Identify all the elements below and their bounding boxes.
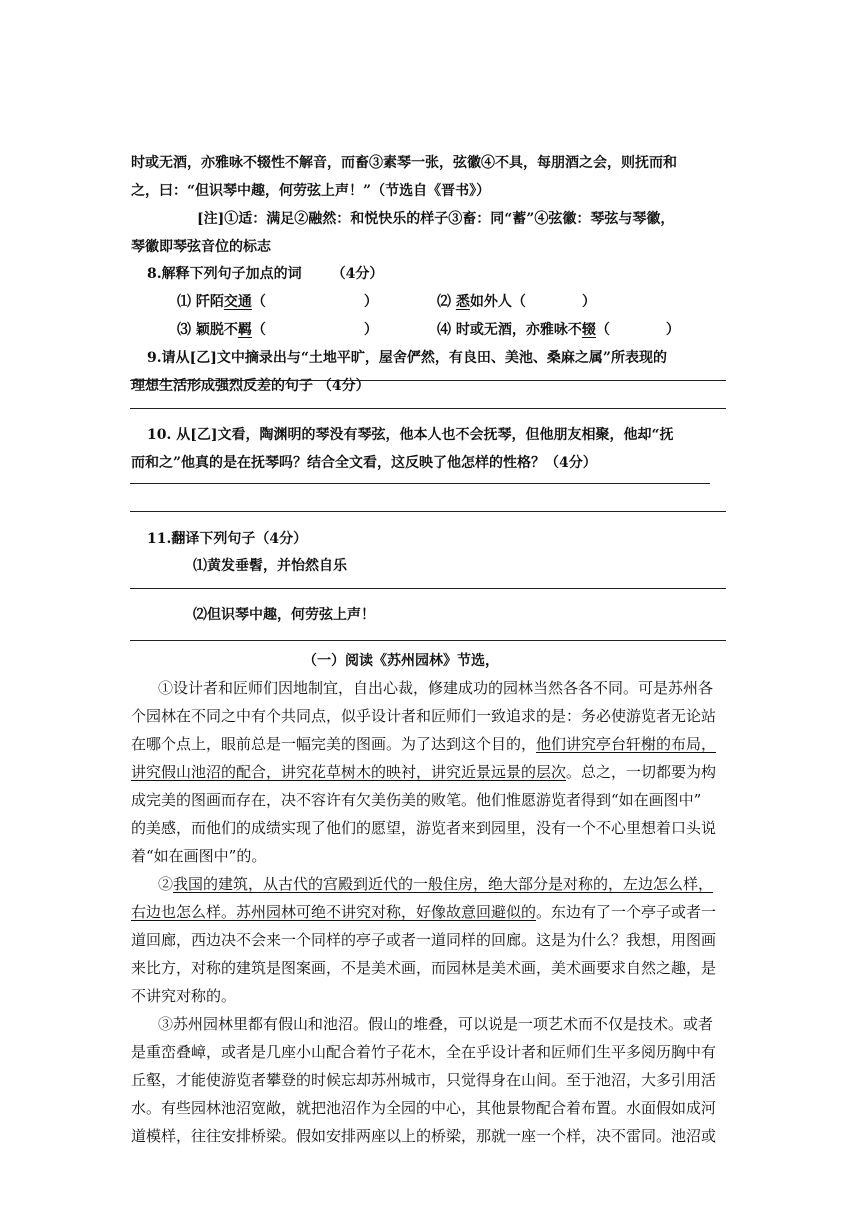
- answer-line[interactable]: [130, 408, 726, 409]
- passage-line: 时或无酒，亦雅咏不辍性不解音，而畜③素琴一张，弦徽④不具，每朋酒之会，则抚而和: [131, 155, 677, 171]
- dotted-word: 羁: [237, 322, 252, 338]
- dotted-word: 交通: [223, 294, 252, 310]
- annotation-line: [注]①适：满足②融然：和悦快乐的样子③畜：同“蓄”④弦徽：琴弦与琴徽，: [197, 211, 675, 227]
- item-prefix: ⑷ 时或无酒，亦雅咏不: [437, 322, 582, 338]
- paren-close: ）: [581, 294, 596, 310]
- question-10-line: 而和之”他真的是在抚琴吗？结合全文看，这反映了他怎样的性格？（4分）: [131, 455, 597, 471]
- paragraph-3-line: 是重峦叠嶂，或者是几座小山配合着竹子花木，全在乎设计者和匠师们生平多阅历胸中有: [131, 1043, 717, 1061]
- question-8-item-1: [177, 292, 378, 312]
- paragraph-1-line: [131, 762, 716, 782]
- question-8-stem: [147, 264, 383, 284]
- paren-close: ）: [665, 322, 680, 338]
- paren-close: ）: [363, 322, 378, 338]
- paragraph-1-line: [131, 734, 716, 754]
- paragraph-1-line: ①设计者和匠师们因地制宜，自出心裁，修建成功的园林当然各各不同。可是苏州各: [158, 679, 714, 697]
- passage-line: 之，曰：“但识琴中趣，何劳弦上声！”（节选自《晋书》）: [131, 183, 491, 199]
- paren-open: （: [595, 322, 610, 338]
- question-8-score: （4分）: [331, 266, 384, 282]
- answer-line[interactable]: [130, 483, 710, 484]
- reading-title: （一）阅读《苏州园林》节选，: [303, 653, 499, 669]
- paragraph-1-line: 成完美的图画而存在，决不容许有欠美伤美的败笔。他们惟愿游览者得到“如在画图中”: [131, 791, 702, 809]
- paragraph-1-line: 个园林在不同之中有个共同点，似乎设计者和匠师们一致追求的是：务必使游览者无论站: [131, 707, 717, 725]
- question-8-item-3: [177, 320, 378, 340]
- question-11-stem: 11.翻译下列句子（4分）: [147, 531, 308, 547]
- translation-sentence-1: ⑴黄发垂髫，并怡然自乐: [193, 558, 347, 574]
- paragraph-2-line: 不讲究对称的。: [131, 987, 237, 1005]
- paragraph-2-line: [158, 874, 713, 894]
- item-prefix: ⑶ 颖脱不: [177, 322, 238, 338]
- question-9-line: 理想生活形成强烈反差的句子 （4分）: [131, 378, 370, 394]
- text-span: 在哪个点上，眼前总是一幅完美的图画。为了达到这个目的，: [131, 735, 537, 753]
- paragraph-2-line: 道回廊，西边决不会来一个同样的亭子或者一道同样的回廊。这是为什么？我想，用图画: [131, 931, 717, 949]
- paragraph-1-line: 的美感，而他们的成绩实现了他们的愿望，游览者来到园里，没有一个不心里想着口头说: [131, 819, 717, 837]
- paren-open: （: [251, 322, 266, 338]
- dotted-word: 辍: [581, 322, 596, 338]
- translation-sentence-2: ⑵但识琴中趣，何劳弦上声！: [193, 607, 375, 623]
- paragraph-3-line: 道模样，往往安排桥梁。假如安排两座以上的桥梁，那就一座一个样，决不雷同。池沼或: [131, 1127, 717, 1145]
- answer-line[interactable]: [130, 511, 726, 512]
- question-9-line: 9.请从[乙]文中摘录出与“土地平旷，屋舍俨然，有良田、美池、桑麻之属”所表现的: [147, 350, 667, 366]
- question-8-item-2: [437, 292, 596, 312]
- underlined-sentence: 我国的建筑，从古代的宫殿到近代的一般住房，绝大部分是对称的，左边怎么样，: [173, 875, 714, 893]
- annotation-line: 琴徽即琴弦音位的标志: [131, 239, 271, 255]
- paragraph-1-line: 着“如在画图中”的。: [131, 847, 267, 865]
- answer-line[interactable]: [130, 380, 726, 381]
- question-8-text: 8.解释下列句子加点的词: [147, 266, 302, 282]
- paren-close: ）: [363, 294, 378, 310]
- dotted-word: 悉: [455, 294, 470, 310]
- question-8-item-4: [437, 320, 680, 340]
- answer-line[interactable]: [130, 588, 726, 589]
- paren-open: （: [511, 294, 526, 310]
- underlined-sentence: 右边也怎么样。苏州园林可绝不讲究对称，好像故意回避似的: [131, 903, 537, 921]
- item-prefix: ⑵: [437, 294, 456, 310]
- question-10-line: 10. 从[乙]文看，陶渊明的琴没有琴弦，他本人也不会抚琴，但他朋友相聚，他却“抚: [147, 427, 674, 443]
- paragraph-2-line: [131, 902, 716, 922]
- item-suffix: 如外人: [469, 294, 512, 310]
- paren-open: （: [251, 294, 266, 310]
- paragraph-3-line: ③苏州园林里都有假山和池沼。假山的堆叠，可以说是一项艺术而不仅是技术。或者: [158, 1015, 714, 1033]
- paragraph-number: ②: [158, 875, 174, 893]
- underlined-sentence: 讲究假山池沼的配合，讲究花草树木的映衬，讲究近景远景的层次: [131, 763, 567, 781]
- underlined-sentence: 他们讲究亭台轩榭的布局，: [536, 735, 717, 753]
- item-prefix: ⑴ 阡陌: [177, 294, 224, 310]
- text-span: 。东边有了一个亭子或者一: [536, 903, 717, 921]
- text-span: 。总之，一切都要为构: [566, 763, 717, 781]
- paragraph-3-line: 丘壑，才能使游览者攀登的时候忘却苏州城市，只觉得身在山间。至于池沼，大多引用活: [131, 1071, 717, 1089]
- paragraph-2-line: 来比方，对称的建筑是图案画，不是美术画，而园林是美术画，美术画要求自然之趣，是: [131, 959, 717, 977]
- paragraph-3-line: 水。有些园林池沼宽敞，就把池沼作为全园的中心，其他景物配合着布置。水面假如成河: [131, 1099, 717, 1117]
- answer-line[interactable]: [130, 640, 726, 641]
